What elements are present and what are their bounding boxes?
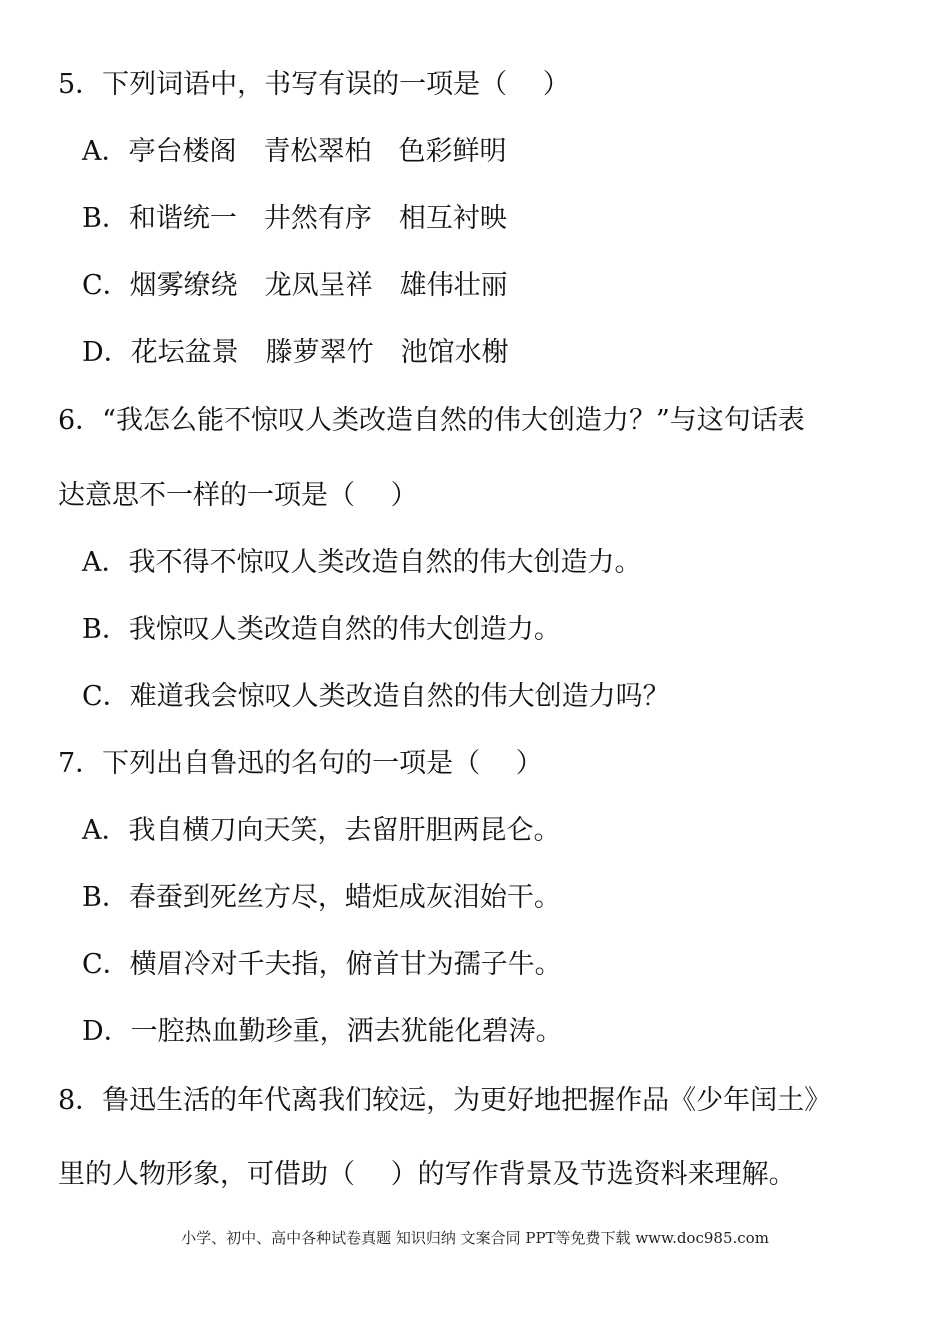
question-stem: 6．“我怎么能不惊叹人类改造自然的伟大创造力？”与这句话表 [58,405,805,436]
option-c: C．烟雾缭绕 龙凤呈祥 雄伟壮丽 [82,270,508,301]
option-b: B．春蚕到死丝方尽，蜡炬成灰泪始干。 [82,882,561,913]
option-a: A．我不得不惊叹人类改造自然的伟大创造力。 [82,547,642,578]
option-b: B．和谐统一 井然有序 相互衬映 [82,203,507,234]
question-stem: 7．下列出自鲁迅的名句的一项是（ ） [58,748,543,779]
option-c: C．难道我会惊叹人类改造自然的伟大创造力吗？ [82,681,670,712]
option-a: A．亭台楼阁 青松翠柏 色彩鲜明 [82,136,507,167]
option-b: B．我惊叹人类改造自然的伟大创造力。 [82,614,561,645]
question-stem-continued: 里的人物形象，可借助（ ）的写作背景及节选资料来理解。 [58,1159,796,1190]
option-c: C．横眉冷对千夫指，俯首甘为孺子牛。 [82,949,562,980]
page-footer: 小学、初中、高中各种试卷真题 知识归纳 文案合同 PPT等免费下载 www.doc985.com [181,1229,769,1247]
question-stem: 8．鲁迅生活的年代离我们较远，为更好地把握作品《少年闰土》 [58,1085,832,1116]
option-d: D．一腔热血勤珍重，洒去犹能化碧涛。 [82,1016,563,1047]
option-a: A．我自横刀向天笑，去留肝胆两昆仑。 [82,815,561,846]
question-stem: 5．下列词语中，书写有误的一项是（ ） [58,69,570,100]
option-d: D．花坛盆景 滕萝翠竹 池馆水榭 [82,337,509,368]
question-stem-continued: 达意思不一样的一项是（ ） [58,480,418,511]
